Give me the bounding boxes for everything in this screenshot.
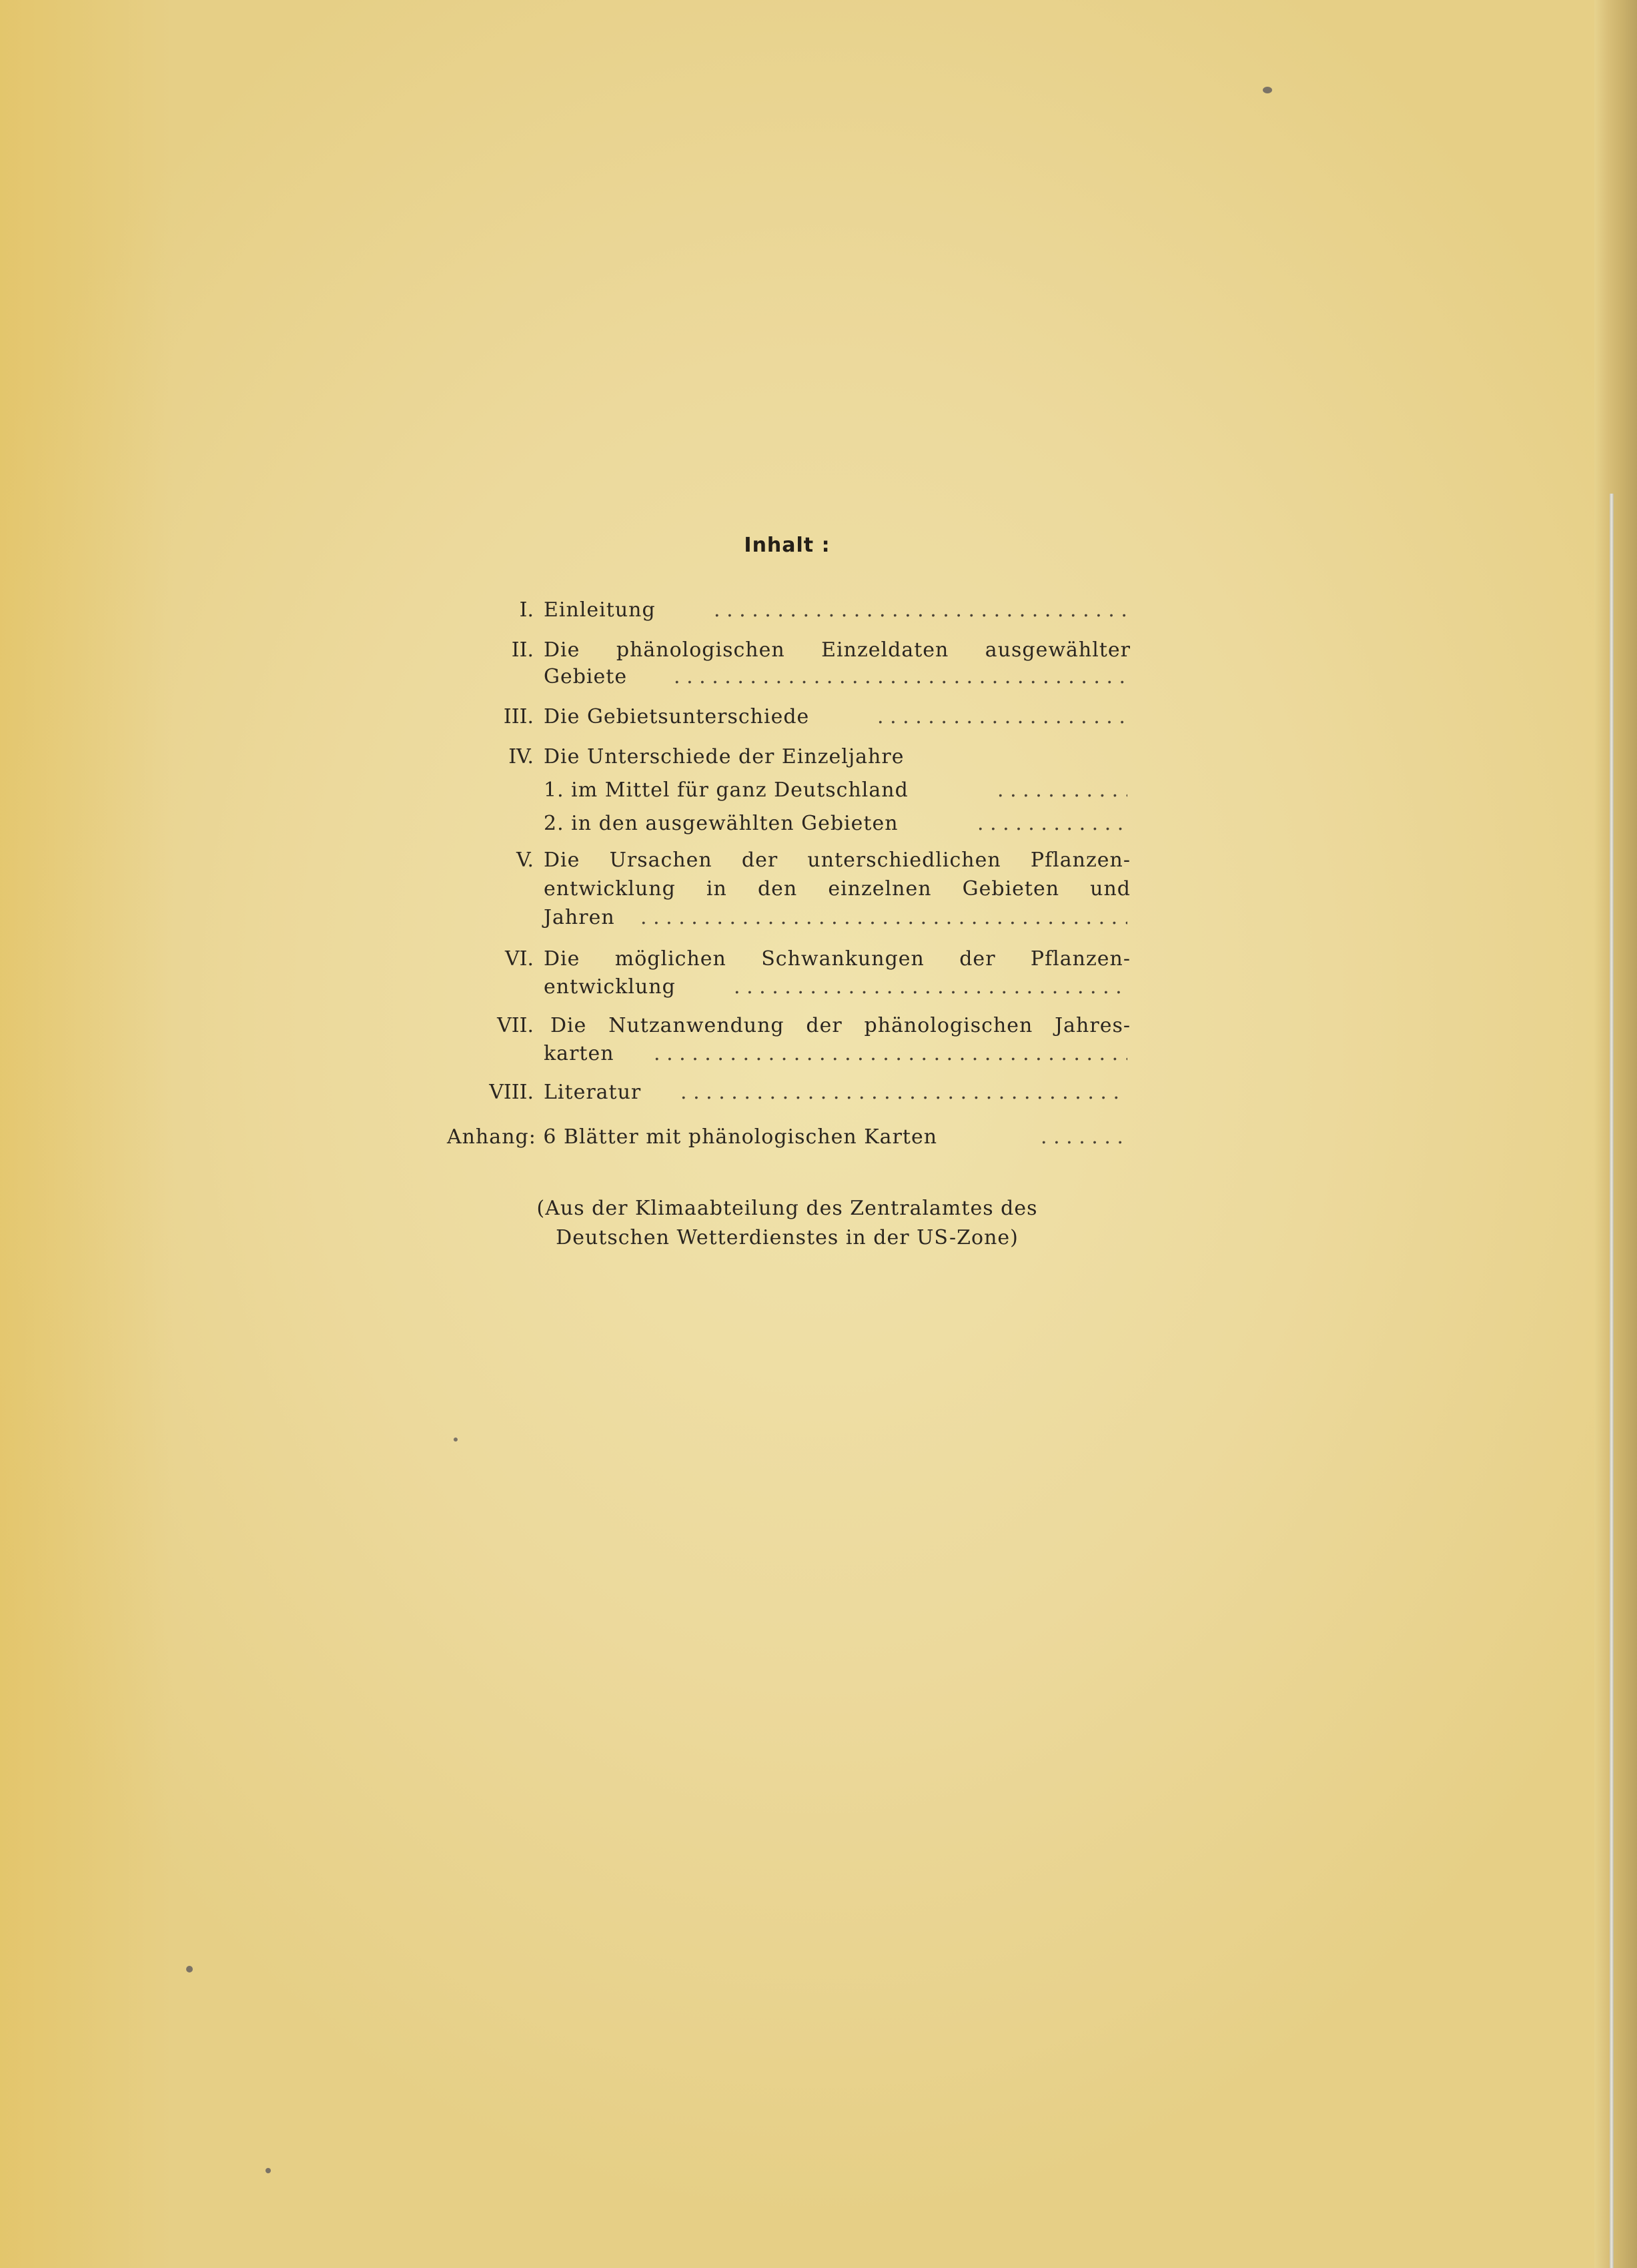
toc-entry-title: Einleitung [544,598,656,622]
toc-number: III. [503,705,534,728]
toc-leader-dots [997,777,1127,804]
toc-number: VI. [504,947,534,971]
contents-heading: Inhalt : [744,534,831,557]
toc-entry-title-continued: entwicklung [544,975,676,999]
source-note [467,1194,1107,1253]
toc-leader-dots [714,597,1127,624]
toc-entry-title: Die phänologischen Einzeldaten ausgewählter [544,638,1131,662]
toc-leader-dots [1041,1124,1127,1151]
toc-leader-dots [674,664,1127,690]
toc-entry-title-continued: Gebiete [544,665,628,688]
toc-number: II. [511,638,534,662]
toc-leader-dots [654,1041,1127,1067]
toc-leader-dots [734,974,1127,1001]
toc-number: VII. [497,1014,534,1037]
toc-leader-dots [640,905,1127,931]
toc-entry-title: Die Nutzanwendung der phänologischen Jahres- [550,1014,1131,1037]
toc-entry-title: Literatur [544,1081,642,1104]
source-note-line: (Aus der Klimaabteilung des Zentralamtes des [536,1197,1038,1220]
source-note-line: Deutschen Wetterdienstes in der US-Zone) [556,1226,1019,1249]
toc-subentry-title: 2. in den ausgewählten Gebieten [544,812,899,835]
toc-number: IV. [508,745,534,768]
toc-entry-title-continued: entwicklung in den einzelnen Gebieten und [544,877,1131,901]
toc-number: VIII. [489,1081,534,1104]
toc-subentry-title: 1. im Mittel für ganz Deutschland [544,778,909,802]
toc-leader-dots [977,810,1127,837]
toc-entry-title: Die Unterschiede der Einzeljahre [544,745,905,768]
toc-leader-dots [680,1079,1127,1106]
toc-entry-title: Die Gebietsunterschiede [544,705,810,728]
toc-entry-title: Die möglichen Schwankungen der Pflanzen- [544,947,1131,971]
toc-number: V. [516,848,534,872]
toc-entry-title-continued: Jahren [544,906,615,929]
toc-number: I. [519,598,534,622]
toc-leader-dots [877,704,1127,730]
toc-appendix: Anhang: 6 Blätter mit phänologischen Karten [447,1125,938,1149]
toc-entry-title-continued: karten [544,1042,614,1065]
toc-entry-title: Die Ursachen der unterschiedlichen Pflanzen- [544,848,1131,872]
